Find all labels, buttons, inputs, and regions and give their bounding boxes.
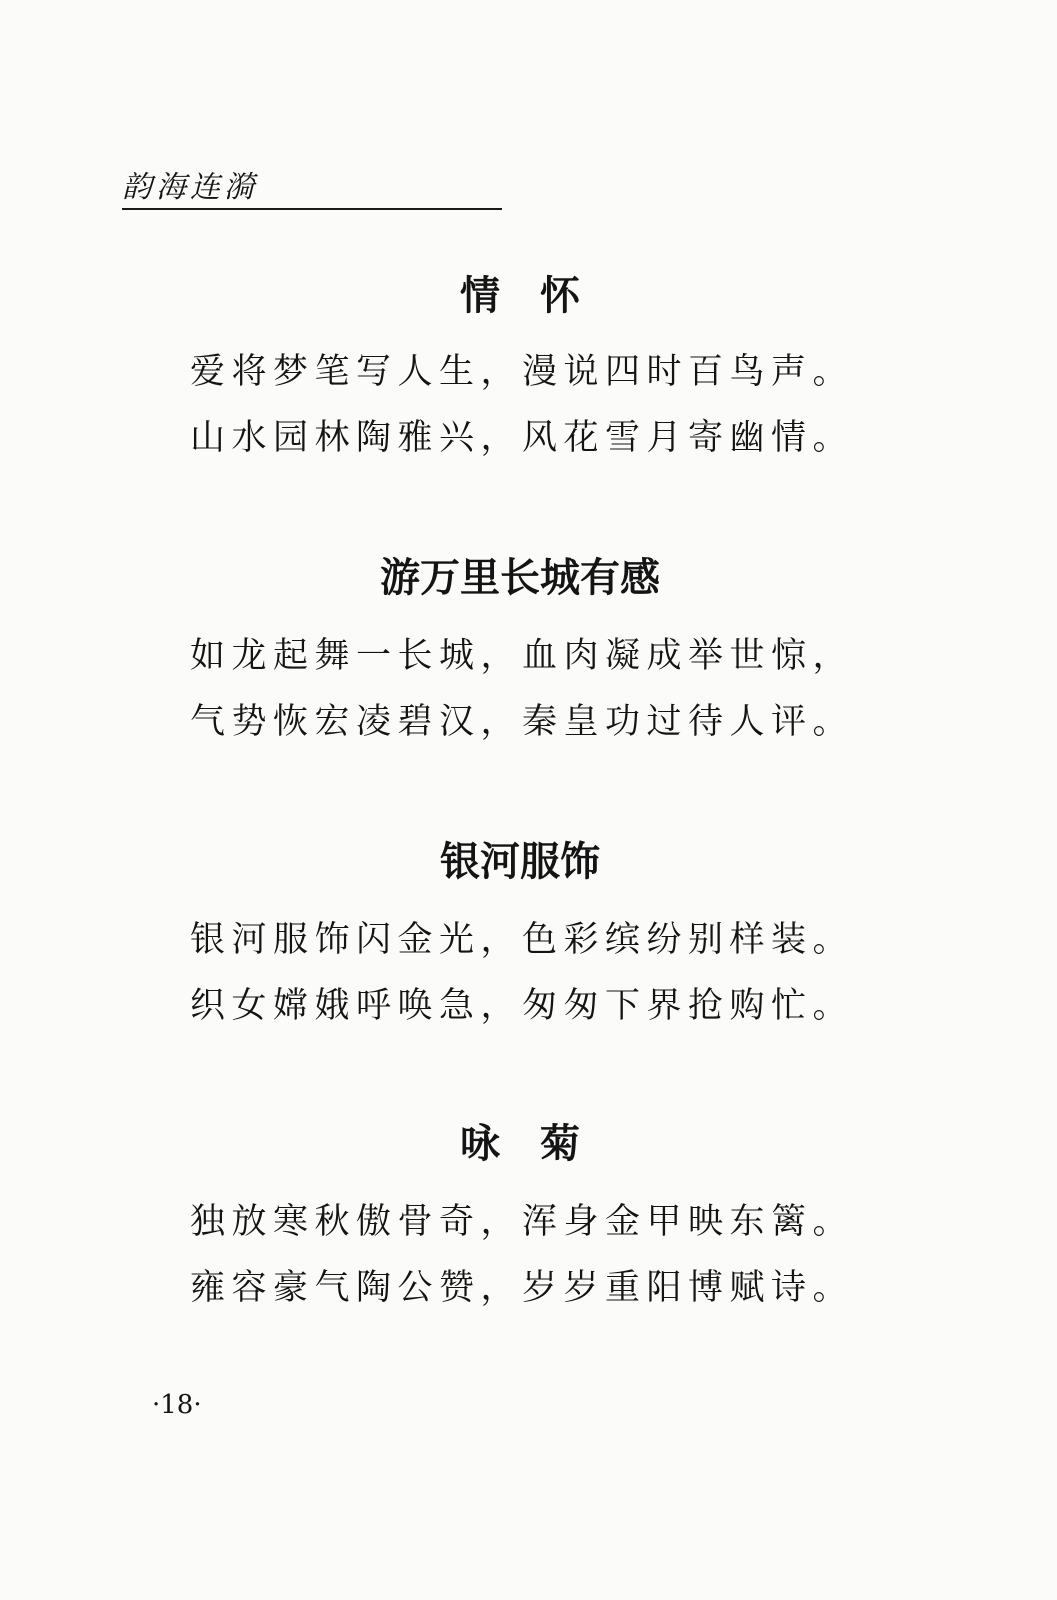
poem-line: 山水园林陶雅兴，风花雪月寄幽情。: [190, 418, 855, 458]
poem-line: 独放寒秋傲骨奇，浑身金甲映东篱。: [190, 1202, 855, 1242]
running-header: [122, 170, 502, 210]
header-rule: [122, 208, 502, 210]
poem-title: 情 怀: [460, 272, 580, 319]
poem-title: 咏 菊: [460, 1120, 580, 1167]
poem-line: 气势恢宏凌碧汉，秦皇功过待人评。: [190, 702, 855, 742]
poem-line: 如龙起舞一长城，血肉凝成举世惊，: [190, 636, 855, 676]
poem-line: 雍容豪气陶公赞，岁岁重阳博赋诗。: [190, 1268, 855, 1308]
poem-title: 银河服饰: [440, 838, 600, 885]
poem-line: 银河服饰闪金光，色彩缤纷别样装。: [190, 920, 855, 960]
poem-title: 游万里长城有感: [380, 554, 660, 601]
running-header-title: 韵海连漪: [122, 170, 258, 205]
poem-line: 织女嫦娥呼唤急，匆匆下界抢购忙。: [190, 986, 855, 1026]
poem-line: 爱将梦笔写人生，漫说四时百鸟声。: [190, 352, 855, 392]
page-number: ·18·: [152, 1390, 202, 1420]
